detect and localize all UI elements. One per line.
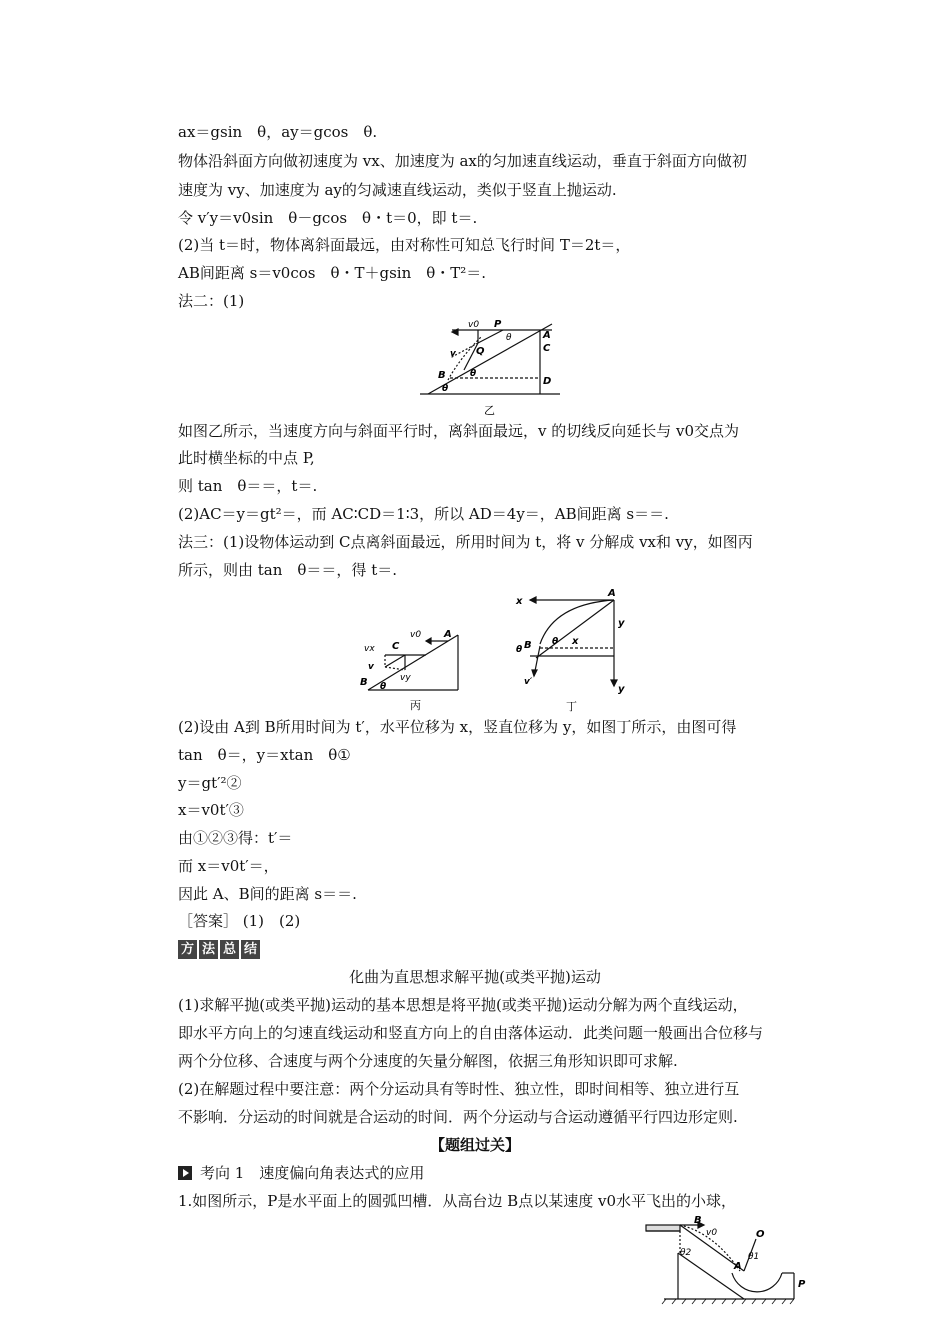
text-line: (1)求解平抛(或类平抛)运动的基本思想是将平抛(或类平抛)运动分解为两个直线运动，: [178, 996, 748, 1014]
fig-label: θ: [552, 637, 559, 647]
text-line: 所示，则由 tan θ＝＝，得 t＝.: [178, 561, 397, 579]
fig-label: v0: [468, 320, 480, 330]
fig-caption: 丁: [566, 700, 577, 713]
text-line: 而 x＝v0t′＝，: [178, 857, 279, 875]
method-summary-badge: [178, 940, 260, 959]
fig-label: θ: [442, 384, 449, 394]
text-line: 物体沿斜面方向做初速度为 vx、加速度为 ax的匀加速直线运动，垂直于斜面方向做初: [178, 152, 747, 170]
text-line: 此时横坐标的中点 P,: [178, 449, 315, 467]
fig-label: θ2: [680, 1248, 692, 1258]
fig-label: C: [392, 641, 400, 652]
fig-caption: 丙: [410, 699, 421, 712]
text-line: 法二：(1): [178, 292, 245, 310]
fig-label: x: [516, 596, 523, 607]
text-line: 两个分位移、合速度与两个分速度的矢量分解图，依据三角形知识即可求解.: [178, 1052, 678, 1070]
text-line: 不影响．分运动的时间就是合运动的时间．两个分运动与合运动遵循平行四边形定则.: [178, 1108, 738, 1126]
figure-bing: [360, 625, 462, 713]
fig-label: v0: [410, 630, 422, 640]
fig-label: D: [543, 376, 552, 387]
direction-text: 考向 1 速度偏向角表达式的应用: [200, 1164, 425, 1182]
text-line: (2)当 t＝时，物体离斜面最远，由对称性可知总飞行时间 T＝2t＝，: [178, 236, 631, 254]
summary-title: 化曲为直思想求解平抛(或类平抛)运动: [349, 968, 601, 986]
badge-char: 总: [220, 940, 239, 959]
text-line: (2)设由 A到 B所用时间为 t′，水平位移为 x，竖直位移为 y，如图丁所示，由图可得: [178, 718, 737, 736]
fig-label: y: [618, 618, 625, 629]
group-title: 【题组过关】: [429, 1136, 520, 1154]
fig-label: x: [572, 636, 579, 647]
fig-label: P: [494, 319, 502, 330]
fig-label: θ: [516, 645, 523, 655]
figure-yi: [420, 318, 560, 420]
text-line: ax＝gsin θ，ay＝gcos θ.: [178, 123, 378, 141]
text-line: y＝gt′²②: [178, 774, 242, 792]
text-line: 法三：(1)设物体运动到 C点离斜面最远，所用时间为 t，将 v 分解成 vx和 vy，如图丙: [178, 533, 753, 551]
fig-label: C: [543, 343, 551, 354]
figure-ding: [510, 586, 630, 713]
fig-label: θ1: [748, 1252, 760, 1262]
text-line: 因此 A、B间的距离 s＝＝.: [178, 885, 357, 903]
fig-label: θ: [380, 682, 387, 692]
fig-label: y: [618, 684, 625, 695]
fig-label: Q: [476, 346, 485, 357]
text-line: 即水平方向上的匀速直线运动和竖直方向上的自由落体运动．此类问题一般画出合位移与: [178, 1024, 764, 1042]
fig-label: O: [756, 1229, 765, 1240]
text-line: 速度为 vy、加速度为 ay的匀减速直线运动，类似于竖直上抛运动.: [178, 181, 617, 199]
text-line: 令 v′y＝v0sin θ－gcos θ・t＝0，即 t＝.: [178, 209, 478, 227]
fig-label: v0: [706, 1228, 718, 1238]
fig-label: θ: [506, 333, 512, 343]
answer-line: ［答案］ (1) (2): [178, 912, 301, 930]
question-line: 1.如图所示，P是水平面上的圆弧凹槽．从高台边 B点以某速度 v0水平飞出的小球，: [178, 1192, 736, 1210]
text-line: 则 tan θ＝＝，t＝.: [178, 477, 318, 495]
fig-label: A: [543, 330, 551, 341]
fig-label: θ: [470, 369, 477, 379]
badge-char: 法: [199, 940, 218, 959]
fig-caption: 乙: [484, 404, 495, 417]
direction-line: [178, 1162, 424, 1184]
fig-label: A: [608, 588, 616, 599]
fig-label: A: [444, 629, 452, 640]
badge-char: 结: [241, 940, 260, 959]
text-line: 如图乙所示，当速度方向与斜面平行时，离斜面最远，v 的切线反向延长与 v0交点为: [178, 422, 740, 440]
fig-label: v′: [524, 677, 533, 687]
fig-label: v: [450, 349, 456, 359]
play-icon: [178, 1166, 192, 1180]
text-line: (2)AC＝y＝gt²＝，而 AC∶CD＝1∶3，所以 AD＝4y＝，AB间距离 s＝＝.: [178, 505, 669, 523]
text-line: (2)在解题过程中要注意：两个分运动具有等时性、独立性，即时间相等、独立进行互: [178, 1080, 740, 1098]
fig-label: A: [734, 1261, 742, 1272]
fig-label: B: [524, 640, 532, 651]
fig-label: v: [368, 662, 374, 672]
fig-label: B: [694, 1215, 702, 1226]
fig-label: vx: [364, 644, 375, 654]
fig-label: B: [360, 677, 368, 688]
fig-label: vy: [400, 673, 411, 683]
text-line: tan θ＝，y＝xtan θ①: [178, 746, 351, 764]
text-line: x＝v0t′③: [178, 801, 244, 819]
text-line: 由①②③得：t′＝: [178, 829, 293, 847]
badge-char: 方: [178, 940, 197, 959]
text-line: AB间距离 s＝v0cos θ・T＋gsin θ・T²＝.: [178, 264, 487, 282]
question-figure: [644, 1213, 814, 1305]
fig-label: B: [438, 370, 446, 381]
fig-label: P: [798, 1279, 806, 1290]
